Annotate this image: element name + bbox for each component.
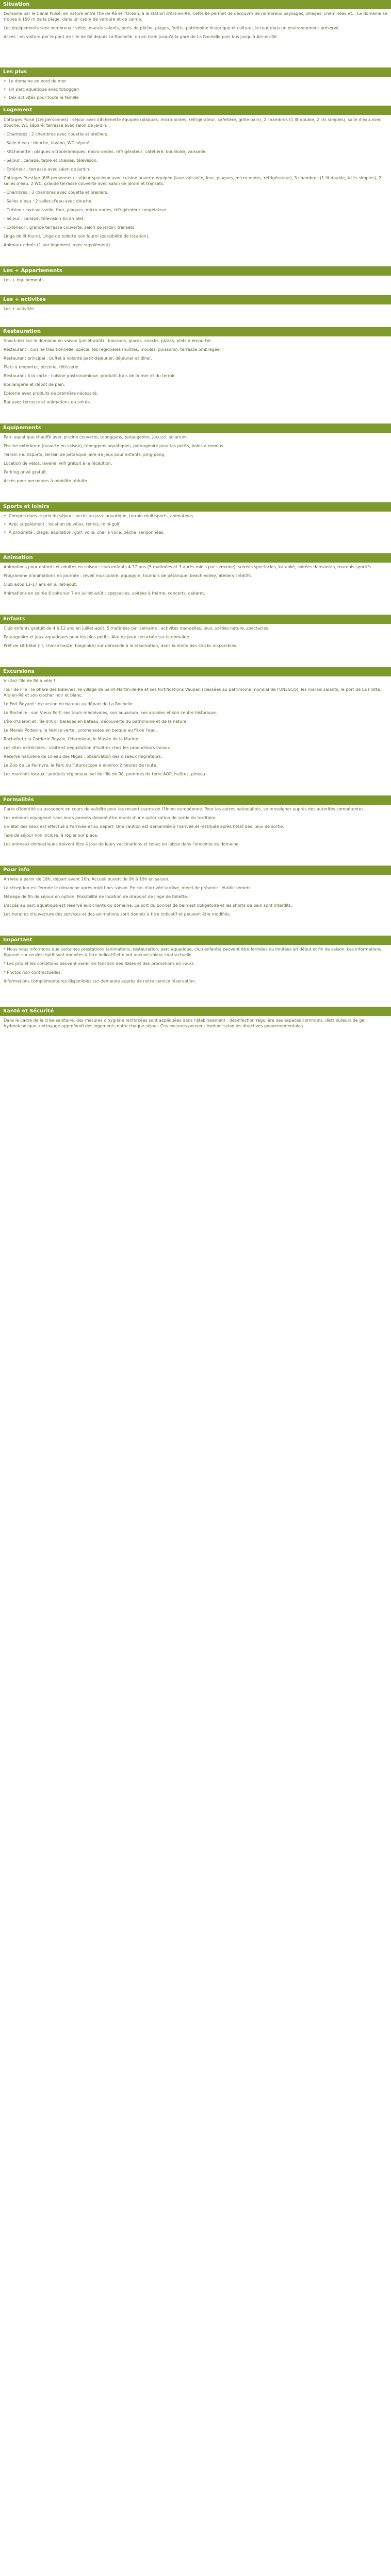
spacer [4, 780, 387, 791]
paragraph: Linge de lit fourni. Linge de toilette non fourni (possibilité de location). [4, 234, 150, 239]
section-title-restauration: Restauration [0, 327, 391, 336]
list-item [4, 87, 387, 92]
section-body-formalites [0, 805, 391, 866]
paragraph: - Cuisine : lave-vaisselle, four, plaques, micro-ondes, réfrigérateur-congélateur. [4, 208, 168, 212]
spacer [4, 850, 387, 861]
list-item [4, 521, 387, 527]
paragraph: Le Fort Boyard : excursion en bateau au départ de La Rochelle. [4, 702, 134, 706]
section-title-enfants: Enfants [0, 615, 391, 624]
section-body-equipements [0, 433, 391, 502]
section-body-important [0, 945, 391, 1007]
paragraph: Restaurant à la carte : cuisine gastronomique, produits frais de la mer et du terroir. [4, 374, 176, 378]
spacer [4, 315, 387, 323]
spacer [4, 43, 387, 63]
list-item-text: Compris dans le prix du séjour : accès au parc aquatique, terrain multisports, animations. [9, 514, 194, 518]
paragraph: Rochefort : la Corderie Royale, l'Hermione, le Musée de la Marine. [4, 737, 140, 741]
paragraph: L'île d'Oléron et l'île d'Aix : balades en bateau, découverte du patrimoine et de la nature. [4, 719, 188, 724]
spacer [4, 487, 387, 498]
section-title-important: Important [0, 936, 391, 945]
paragraph: La Rochelle : son Vieux Port, ses tours médiévales, son aquarium, ses arcades et son centre historique. [4, 710, 217, 715]
spacer [4, 599, 387, 611]
paragraph: - Salle d'eau : douche, lavabo, WC séparé. [4, 141, 91, 145]
list-item [4, 513, 387, 519]
spacer [4, 987, 387, 1003]
paragraph: - Chambres : 3 chambres avec couette et oreillers. [4, 190, 109, 195]
paragraph: Un état des lieux est effectué à l'arrivée et au départ. Une caution est demandée à l'arrivée et restituée après l'état des lieux de sortie. [4, 824, 284, 829]
list-item [4, 78, 387, 84]
paragraph: Domaine par le Canal Pulsé, en nature entre l'Ile de Ré et l'Océan, à la station d'Ars-en-Ré. Cette ile permet de découvrir de nombreux paysages, villages, cheminées et... Le domaine se trouve à 150 m de la plage, dans un cadre de verdure et de calme. [4, 11, 387, 22]
paragraph: - Extérieur : grande terrasse couverte, salon de jardin, transats. [4, 225, 136, 230]
section-body-restauration [0, 336, 391, 423]
paragraph: Animations pour enfants et adultes en saison : club enfants 4-12 ans (5 matinées et 3 après-midis par semaine), soirées spectacles, karaoké, soirées dansantes, tournois sportifs. [4, 565, 372, 569]
paragraph: * Photos non contractuelles. [4, 970, 62, 975]
bullet-icon: • [4, 514, 6, 518]
spacer [4, 286, 387, 291]
paragraph: Snack-bar sur le domaine en saison (juillet-août) : boissons, glaces, snacks, pizzas, plats à emporter. [4, 338, 212, 343]
paragraph: Restaurant : cuisine traditionnelle, spécialités régionales (huîtres, moules, poissons), terrasse ombragée. [4, 347, 221, 352]
list-item-text: Le domaine en bord de mer [9, 79, 67, 83]
section-title-situation: Situation [0, 0, 391, 9]
paragraph: Les marchés locaux : produits régionaux, sel de l'île de Ré, pommes de terre AOP, huîtres, pineau. [4, 772, 207, 776]
paragraph: Animaux admis (1 par logement, avec supplément). [4, 243, 111, 247]
section-title-logement: Les plus [0, 67, 391, 77]
section-body-sante-securite [0, 1016, 391, 1041]
paragraph: Tour de l'île : le phare des Baleines, le village de Saint-Martin-de-Ré et ses fortifications Vauban (classées au patrimoine mondial de l'UNESCO), les marais salants, le port de La Flotte, Ars-en-Ré et son clocher noir et blanc. [4, 687, 382, 698]
paragraph: Terrain multisports, terrain de pétanque, aire de jeux pour enfants, ping-pong. [4, 452, 166, 457]
section-title-animation: Animation [0, 553, 391, 563]
paragraph: - Séjour : canapé, table et chaises, télévision. [4, 158, 98, 163]
paragraph: Bar avec terrasse et animations en soirée. [4, 400, 91, 404]
paragraph: Les horaires d'ouverture des services et des animations sont donnés à titre indicatif et peuvent être modifiés. [4, 912, 231, 917]
section-title-pour-info: Pour info [0, 866, 391, 875]
paragraph: Réserve naturelle de Lilleau des Niges : observation des oiseaux migrateurs. [4, 754, 162, 759]
paragraph: * Nous vous informons que certaines prestations (animations, restauration, parc aquatique, club enfants) peuvent être fermées ou limitées en début et fin de saison. Les informations figurant sur ce descriptif sont données à titre indicatif et n'ont aucune valeur contractuelle. [4, 947, 381, 957]
bullet-icon: • [4, 530, 6, 535]
paragraph: Carte d'identité ou passeport en cours de validité pour les ressortissants de l'Union européenne. Pour les autres nationalités, se renseigner auprès des autorités compétentes. [4, 807, 365, 811]
spacer [4, 652, 387, 663]
paragraph: Visitez l'île de Ré à vélo ! [4, 679, 56, 683]
paragraph: Club ados 13-17 ans en juillet-août. [4, 582, 77, 587]
paragraph: Les équipements sont nombreux : vélos, marais salants, ports de pêche, plages, forêts, patrimoine historique et culturel, le tout dans un environnement préservé. [4, 26, 340, 30]
section-body-enfants [0, 624, 391, 667]
paragraph: Location de vélos, laverie, wifi gratuit à la réception. [4, 461, 112, 466]
section-subtitle-logement: Logement [0, 106, 391, 115]
bullet-icon: • [4, 87, 6, 92]
bullet-icon: • [4, 95, 6, 100]
paragraph: Parking privé gratuit. [4, 470, 47, 474]
page [0, 0, 391, 1041]
paragraph: Taxe de séjour non incluse, à régler sur place. [4, 833, 99, 838]
paragraph: Cottages Pulsé (4/6 personnes) : séjour avec kitchenette équipée (plaques, micro-ondes, réfrigérateur, cafetière, grille-pain), 2 chambres (1 lit double, 2 lits simples), salle d'eau avec douche, WC séparé, terrasse avec salon de jardin. [4, 117, 381, 128]
bullet-icon: • [4, 79, 6, 83]
paragraph: L'accès au parc aquatique est réservé aux clients du domaine. Le port du bonnet de bain est obligatoire et les shorts de bain sont interdits. [4, 903, 292, 908]
paragraph: Club enfants gratuit de 4 à 12 ans en juillet-août, 5 matinées par semaine : activités manuelles, jeux, sorties nature, spectacles. [4, 626, 270, 631]
paragraph: Le Zoo de La Palmyre, le Parc du Futuroscope à environ 2 heures de route. [4, 763, 158, 768]
section-title-les-activites: Les + activités [0, 295, 391, 304]
paragraph: Parc aquatique chauffé avec piscine couverte, toboggans, pataugeoire, jacuzzi, solarium. [4, 435, 188, 439]
paragraph: Piscine extérieure (ouverte en saison), toboggans aquatiques, pataugeoire pour les petits, bains à remous. [4, 444, 225, 448]
paragraph: Les animaux domestiques doivent être à jour de leurs vaccinations et tenus en laisse dans l'enceinte du domaine. [4, 842, 240, 846]
paragraph: Prêt de kit bébé (lit, chaise haute, baignoire) sur demande à la réservation, dans la limite des stocks disponibles. [4, 643, 238, 648]
list-item-text: Avec supplément : location de vélos, tennis, mini-golf. [9, 522, 121, 527]
section-title-formalites: Formalités [0, 795, 391, 805]
bullet-icon: • [4, 522, 6, 527]
paragraph: Cottages Prestige (6/8 personnes) : séjour spacieux avec cuisine ouverte équipée (lave-vaisselle, four, plaques, micro-ondes, réfrigérateur), 3 chambres (1 lit double, 4 lits simples), 2 salles d'eau, 2 WC, grande terrasse couverte avec salon de jardin et transats. [4, 176, 382, 186]
paragraph: Épicerie avec produits de première nécessité. [4, 391, 99, 396]
spacer [4, 920, 387, 931]
spacer [4, 1032, 387, 1037]
paragraph: Arrivée à partir de 16h, départ avant 10h. Accueil ouvert de 9h à 19h en saison. [4, 877, 170, 882]
paragraph: Les sites ostréicoles : visite et dégustation d'huîtres chez les producteurs locaux. [4, 745, 171, 750]
section-title-excursions: Excursions [0, 667, 391, 676]
paragraph: Restaurant principal : buffet à volonté petit-déjeuner, déjeuner et dîner. [4, 356, 152, 361]
paragraph: Les + équipements [4, 278, 44, 282]
section-title-les-plus-bis: Les + Appartements [0, 266, 391, 276]
paragraph: Animations en soirée 6 soirs sur 7 en juillet-août : spectacles, soirées à thème, concerts, cabaret. [4, 591, 205, 596]
section-body-pour-info [0, 875, 391, 936]
section-body-logement [0, 77, 391, 266]
paragraph: * Les prix et les conditions peuvent varier en fonction des dates et des promotions en cours. [4, 961, 195, 966]
list-item [4, 95, 387, 100]
paragraph: Informations complémentaires disponibles sur demande auprès de notre service réservation. [4, 979, 197, 984]
spacer [4, 538, 387, 549]
section-title-equipements: Équipements [0, 423, 391, 433]
paragraph: Plats à emporter, pizzeria, rôtisserie. [4, 365, 80, 369]
paragraph: - Extérieur : terrasse avec salon de jardin. [4, 167, 91, 172]
section-body-les-plus-bis [0, 276, 391, 295]
paragraph: Boulangerie et dépôt de pain. [4, 382, 66, 387]
list-item-text: Un parc aquatique avec toboggan [9, 87, 79, 92]
paragraph: Le Marais Poitevin, la Venise verte : promenades en barque au fil de l'eau. [4, 728, 157, 733]
paragraph: - Kitchenette : plaques vitrocéramiques, micro-ondes, réfrigérateur, cafetière, bouilloire, vaisselle. [4, 149, 207, 154]
paragraph: La réception est fermée le dimanche après-midi hors saison. En cas d'arrivée tardive, merci de prévenir l'établissement. [4, 886, 253, 890]
section-body-les-activites [0, 304, 391, 327]
paragraph: - Salles d'eau : 2 salles d'eau avec douche. [4, 199, 93, 204]
paragraph: Dans le cadre de la crise sanitaire, des mesures d'hygiène renforcées sont appliquées dans l'établissement : désinfection régulière des espaces communs, distributeurs de gel hydroalcoolique, nettoyage approfondi des logements entre chaque séjour. Ces mesures peuvent évoluer selon les directives gouvernementales. [4, 1018, 366, 1028]
list-item [4, 530, 387, 535]
paragraph: Les + activités [4, 307, 35, 311]
paragraph: - Séjour : canapé, télévision écran plat. [4, 216, 85, 221]
paragraph: Accès : en voiture par le pont de l'Ile de Ré depuis La Rochelle, ou en train jusqu'à la gare de La Rochelle puis bus jusqu'à Ars-en-Ré. [4, 35, 278, 39]
list-item-text: Des activités pour toute la famille [9, 95, 79, 100]
section-body-sports-loisirs [0, 512, 391, 553]
section-body-situation [0, 9, 391, 67]
section-body-animation [0, 563, 391, 615]
paragraph: Pataugeoire et jeux aquatiques pour les plus petits. Aire de jeux sécurisée sur le domaine. [4, 635, 191, 639]
section-title-sports-loisirs: Sports et loisirs [0, 502, 391, 512]
paragraph: Ménage de fin de séjour en option. Possibilité de location de draps et de linge de toilette. [4, 894, 188, 899]
spacer [4, 251, 387, 262]
section-title-sante-securite: Santé et Sécurité [0, 1007, 391, 1016]
paragraph: Programme d'animations en journée : réveil musculaire, aquagym, tournois de pétanque, beach-volley, ateliers créatifs. [4, 573, 252, 578]
paragraph: - Chambres : 2 chambres avec couette et oreillers. [4, 132, 109, 137]
spacer [4, 408, 387, 419]
list-item-text: À proximité : plage, équitation, golf, voile, char à voile, pêche, randonnées. [9, 530, 165, 535]
paragraph: Les mineurs voyageant sans leurs parents doivent être munis d'une autorisation de sortie du territoire. [4, 816, 217, 820]
section-body-excursions [0, 676, 391, 795]
paragraph: Accès pour personnes à mobilité réduite. [4, 479, 89, 483]
